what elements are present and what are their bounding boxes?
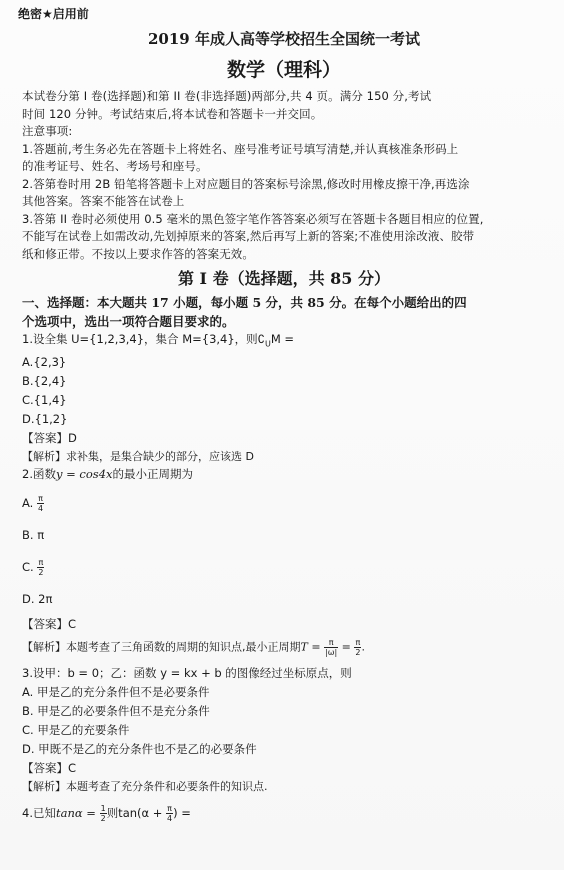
q4-stem-den-2: 4 [167,813,173,823]
q2-option-c-den: 2 [38,568,44,578]
q1-answer: 【答案】D [22,430,77,445]
q2-option-c-label: C. [22,560,34,575]
q2-explanation-num-2: π [355,638,361,648]
q1-stem [22,331,546,353]
q3-option-d: D. 甲既不是乙的充分条件也不是乙的必要条件 [22,741,257,756]
q2-explanation-text: 【解析】本题考查了三角函数的周期的知识点,最小正周期 [22,640,301,654]
q2-option-b: B. π [22,528,45,543]
q1-option-d: D.{1,2} [22,411,68,426]
q4-stem-end: ) = [173,805,191,820]
q2-option-a-den: 4 [37,504,44,514]
q2-option-a [22,487,546,519]
q1-option-c: C.{1,4} [22,392,67,407]
q2-option-a-label: A. [22,496,34,511]
note-1a: 1.答题前,考生务必先在答题卡上将姓名、座号准考证号填写清楚,并认真核准条形码上 [22,141,459,156]
q1-stem-sub: U [265,339,271,349]
q2-option-c [22,551,546,583]
q2-explanation-den-2: 2 [355,648,361,658]
exam-title: 2019 年成人高等学校招生全国统一考试 [148,30,420,48]
q4-stem-num-1: 1 [100,803,106,813]
q2-option-d: D. 2π [22,592,53,607]
q4-stem [22,804,546,823]
q1-stem-end: M = [270,332,295,346]
q2-explanation-math: T = [300,640,321,654]
subject-title: 数学（理科） [226,59,341,81]
note-1b: 的准考证号、姓名、考场号和座号。 [22,159,208,173]
q4-stem-math: tanα = [55,805,96,820]
q3-option-b: B. 甲是乙的必要条件但不是充分条件 [22,703,210,718]
q3-explanation: 【解析】本题考查了充分条件和必要条件的知识点. [22,779,268,793]
q2-stem-a: 2.函数 [22,466,56,481]
q2-stem [22,466,546,484]
q3-answer: 【答案】C [22,760,77,775]
q1-option-a: A.{2,3} [22,354,67,369]
q2-option-c-fraction [37,558,44,577]
note-3a: 3.答第 II 卷时必须使用 0.5 毫米的黑色签字笔作答答案必须写在答题卡各题目相应的位置, [22,211,484,226]
q2-explanation-den-1: |ω| [325,648,338,658]
q2-explanation-num-1: π [324,638,338,648]
note-3b: 不能写在试卷上如需改动,先划掉原来的答案,然后再写上新的答案;不准使用涂改液、胶带 [22,229,475,243]
q2-explanation-fraction-1 [324,638,338,657]
confidential-mark: 绝密★启用前 [18,7,89,21]
q2-stem-b: 的最小正周期为 [112,466,193,481]
note-2a: 2.答第卷时用 2B 铅笔将答题卡上对应题目的答案标号涂黑,修改时用橡皮擦干净,再选涂 [22,176,470,191]
intro-line-1: 本试卷分第 I 卷(选择题)和第 II 卷(非选择题)两部分,共 4 页。满分 150 分,考试 [22,89,432,103]
note-3c: 纸和修正带。不按以上要求作答的答案无效。 [22,246,254,261]
q1-option-b: B.{2,4} [22,373,67,388]
q4-stem-b: 则tan(α + [106,805,163,820]
q2-explanation-end: . [361,640,365,654]
section-1-title: 第 I 卷（选择题，共 85 分） [177,269,391,288]
q3-option-c: C. 甲是乙的充要条件 [22,722,130,737]
q2-stem-math: y = cos4x [55,466,113,481]
q1-explanation: 【解析】求补集，是集合缺少的部分，应该选 D [22,449,254,463]
q2-option-a-fraction [37,494,44,513]
q4-stem-num-2: π [167,803,172,813]
q2-option-a-num: π [38,494,43,504]
q4-stem-a: 4.已知 [22,805,56,820]
intro-line-2: 时间 120 分钟。考试结束后,将本试卷和答题卡一并交回。 [22,106,323,121]
q1-stem-text: 1.设全集 U={1,2,3,4}，集合 M={3,4}，则∁ [22,332,265,346]
note-2b: 其他答案。答案不能答在试卷上 [22,194,185,208]
q2-option-c-num: π [38,558,44,568]
q3-option-a: A. 甲是乙的充分条件但不是必要条件 [22,684,210,699]
section-1-instructions-b: 个选项中，选出一项符合题目要求的。 [22,314,235,329]
q3-stem: 3.设甲：b = 0；乙：函数 y = kx + b 的图像经过坐标原点，则 [22,666,352,681]
section-1-instructions-a: 一、选择题：本大题共 17 小题，每小题 5 分，共 85 分。在每个小题给出的四 [22,295,467,310]
q2-explanation-eq: = [341,640,351,654]
q2-explanation [22,638,546,657]
q4-stem-den-1: 2 [100,813,106,823]
q2-answer: 【答案】C [22,617,77,632]
notes-heading: 注意事项: [22,124,73,138]
q4-stem-fraction-1 [100,804,107,823]
